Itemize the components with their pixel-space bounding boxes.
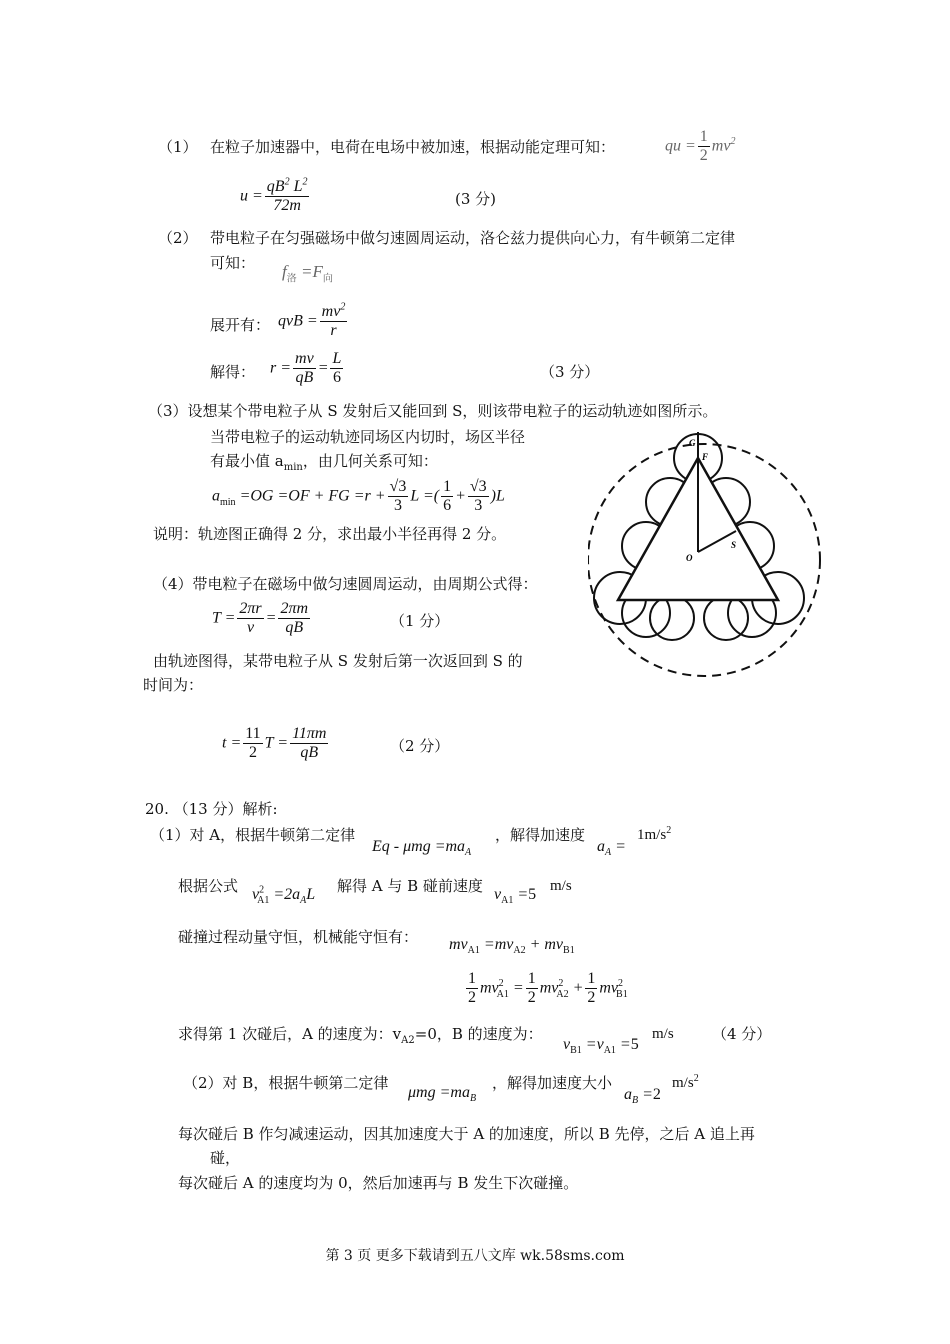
trajectory-figure: [588, 428, 824, 682]
part1-score: (3 分): [455, 190, 497, 208]
formula-newton-b: $\mu mg =ma_B$: [408, 1084, 477, 1105]
part2-text-cont: 可知：: [210, 254, 256, 272]
aa-value: $1m/s^2$: [637, 825, 672, 843]
q20-step5: （2）对 B，根据牛顿第二定律: [183, 1074, 389, 1092]
q20-step6: 每次碰后 B 作匀减速运动，因其加速度大于 A 的加速度，所以 B 先停，之后 A 追上再: [178, 1125, 755, 1143]
q20-step4-score: （4 分）: [712, 1025, 772, 1043]
vb1-unit: m/s: [652, 1026, 674, 1042]
part2-number: （2）: [158, 229, 198, 247]
formula-newton-a: $Eq - \mu mg =ma_A$: [372, 838, 472, 859]
expand-label: 展开有：: [210, 316, 271, 334]
formula-r: r = $\frac{mv}{qB}$ = $\frac{L}{6}$: [270, 350, 342, 387]
part3-text: （3）设想某个带电粒子从 S 发射后又能回到 S，则该带电粒子的运动轨迹如图所示。: [148, 402, 718, 420]
part4-score-2: （2 分）: [390, 737, 450, 755]
q20-header: 20. （13 分）解析:: [145, 800, 278, 818]
q20-step2: 根据公式: [178, 877, 239, 895]
q20-step2-b: 解得 A 与 B 碰前速度: [337, 877, 483, 895]
q20-step1-b: ，解得加速度: [495, 826, 586, 844]
part4-text-2: 由轨迹图得，某带电粒子从 S 发射后第一次返回到 S 的: [153, 652, 523, 670]
va1-unit: m/s: [550, 878, 572, 894]
formula-momentum: $mv_{A1} =mv_{A2} + mv_{B1}$: [449, 936, 575, 957]
part2-score: （3 分）: [540, 363, 600, 381]
part2-text: 带电粒子在匀强磁场中做匀速圆周运动，洛仑兹力提供向心力，有牛顿第二定律: [210, 229, 736, 247]
q20-step3: 碰撞过程动量守恒，机械能守恒有：: [178, 928, 419, 946]
q20-step1: （1）对 A，根据牛顿第二定律: [150, 826, 356, 844]
formula-a-min: $a_{min} =OG =OF$ + FG =r + $\frac{√3}{3}$ L =( $\frac{1}{6}$ + $\frac{√3}{3}$ )L: [212, 478, 505, 515]
formula-vb1: $v_{B1} =v_{A1} =5$: [563, 1036, 639, 1057]
label-s: S: [731, 540, 737, 550]
page-footer: 第 3 页 更多下载请到五八文库 wk.58sms.com: [325, 1248, 625, 1264]
formula-va1: $v_{A1} =5$: [494, 886, 537, 907]
q20-step5-b: ，解得加速度大小: [492, 1074, 613, 1092]
part1-number: （1）: [158, 138, 198, 156]
formula-force-balance: $f_洛 =F_向$: [282, 262, 333, 285]
solve-label: 解得：: [210, 363, 256, 381]
label-f: F: [702, 452, 709, 462]
ab-unit: $m/s^2$: [672, 1073, 699, 1091]
formula-ab: $a_B =2$: [624, 1086, 661, 1107]
part4-text: （4）带电粒子在磁场中做匀速圆周运动，由周期公式得：: [153, 575, 538, 593]
label-o: O: [686, 553, 693, 563]
formula-period: T = $\frac{2\pi r}{v}$ = $\frac{2\pi m}{qB}$: [212, 600, 309, 637]
part4-text-3: 时间为：: [143, 676, 204, 694]
part1-text: 在粒子加速器中，电荷在电场中被加速，根据动能定理可知：: [210, 138, 616, 156]
label-g: G: [689, 438, 696, 448]
formula-time: t = $\frac{11}{2}$ T = $\frac{11\pi m}{qB}$: [222, 725, 327, 762]
formula-u: u = $\frac{qB^2 L^2}{72m}$: [240, 176, 308, 215]
part3-text-2: 当带电粒子的运动轨迹同场区内切时，场区半径: [210, 428, 526, 446]
q20-step6-cont: 碰，: [210, 1149, 241, 1167]
formula-energy: $\frac{1}{2}$ $mv^2_{A1}$ = $\frac{1}{2}$ $mv^2_{A2}$ + $\frac{1}{2}$ $mv^2_{B1}$: [468, 970, 628, 1007]
part3-note: 说明：轨迹图正确得 2 分，求出最小半径再得 2 分。: [153, 525, 507, 543]
part3-text-3: 有最小值 $a_{min}$，由几何关系可知：: [210, 452, 438, 473]
part4-score-1: （1 分）: [390, 612, 450, 630]
formula-qvb: qvB = $\frac{mv^2}{r}$: [278, 301, 346, 340]
formula-aa: $a_A$ =: [597, 838, 626, 859]
q20-step7: 每次碰后 A 的速度均为 0，然后加速再与 B 发生下次碰撞。: [178, 1174, 579, 1192]
formula-va1-squared: $v^2_{A1} =2a_AL$: [252, 884, 316, 907]
q20-step4: 求得第 1 次碰后，A 的速度为：$v_{A2}=0$，B 的速度为：: [178, 1025, 543, 1046]
formula-kinetic-energy: qu = $\frac{1}{2}$ $mv^2$: [665, 128, 736, 165]
